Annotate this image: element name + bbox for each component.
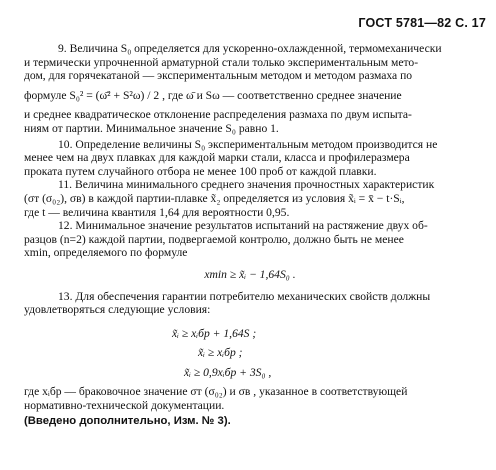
tail-text [24, 385, 476, 412]
paragraph-11 [24, 178, 476, 219]
p10-line-1: 10. Определение величины S₀ экспериментальным методом производится не [58, 137, 438, 151]
p11-line-1: 11. Величина минимального среднего значения прочностных характеристик [58, 178, 435, 192]
p9-line-4: формуле S₀² = (ω̄² + S²ω) / 2 , где ω̄ и Sω — соответственно среднее значение [24, 88, 402, 102]
p12-line-1: 12. Минимальное значение результатов испытаний на растяжение двух об- [58, 219, 428, 233]
paragraph-9 [24, 42, 476, 136]
p13-line-2: удовлетворяться следующие условия: [24, 303, 211, 317]
paragraph-10 [24, 138, 476, 179]
p11-line-2: (σт (σ₀₂), σв) в каждой партии-плавке x̃₂ определяется из условия x̃ᵢ = x̄ − t·Sᵢ, [24, 191, 405, 205]
page-header: ГОСТ 5781—82 С. 17 [358, 16, 486, 30]
p9-line-5: и среднее квадратическое отклонение распределения размаха по двум испыта- [24, 108, 412, 122]
p13-line-1: 13. Для обеспечения гарантии потребителю механических свойств должны [58, 289, 431, 303]
tail-line-2: нормативно-технической документации. [24, 399, 225, 413]
p9-line-3: дом, для горячекатаной — экспериментальным методом и методом размаха по [24, 69, 413, 83]
p11-line-3: где t — величина квантиля 1,64 для вероятности 0,95. [24, 205, 290, 219]
formula-13-1: x̃ᵢ ≥ xᵢбр + 1,64S ; [172, 326, 257, 340]
document-body [24, 42, 476, 428]
p9-line-1: 9. Величина S₀ определяется для ускоренно-охлажденной, термомеханически [58, 42, 442, 55]
paragraph-12 [24, 219, 476, 260]
paragraph-13 [24, 290, 476, 317]
p12-line-2: разцов (n=2) каждой партии, подвергаемой контролю, должно быть не менее [24, 232, 404, 246]
amendment-note: (Введено дополнительно, Изм. № 3). [24, 414, 231, 427]
p10-line-2: менее чем на двух плавках для каждой марки стали, класса и профилеразмера [24, 151, 410, 165]
formula-13-2: x̃ᵢ ≥ xᵢбр ; [198, 346, 243, 360]
p9-line-6: ниям от партии. Минимальное значение S₀ равно 1. [24, 121, 279, 135]
formula-13-block [24, 327, 476, 380]
formula-13-3: x̃ᵢ ≥ 0,9xᵢбр + 3S₀ , [184, 365, 272, 379]
tail-line-1: где xᵢбр — браковочное значение σт (σ₀₂) и σв , указанное в соответствующей [24, 385, 408, 399]
p9-line-2: и термически упрочненной арматурной стали только экспериментальным мето- [24, 55, 419, 69]
formula-12: xmin ≥ x̃ᵢ − 1,64S₀ . [204, 267, 296, 281]
p12-line-3: xmin, определяемого по формуле [24, 246, 188, 260]
p10-line-3: проката путем случайного отбора не менее 100 проб от каждой плавки. [24, 164, 377, 178]
